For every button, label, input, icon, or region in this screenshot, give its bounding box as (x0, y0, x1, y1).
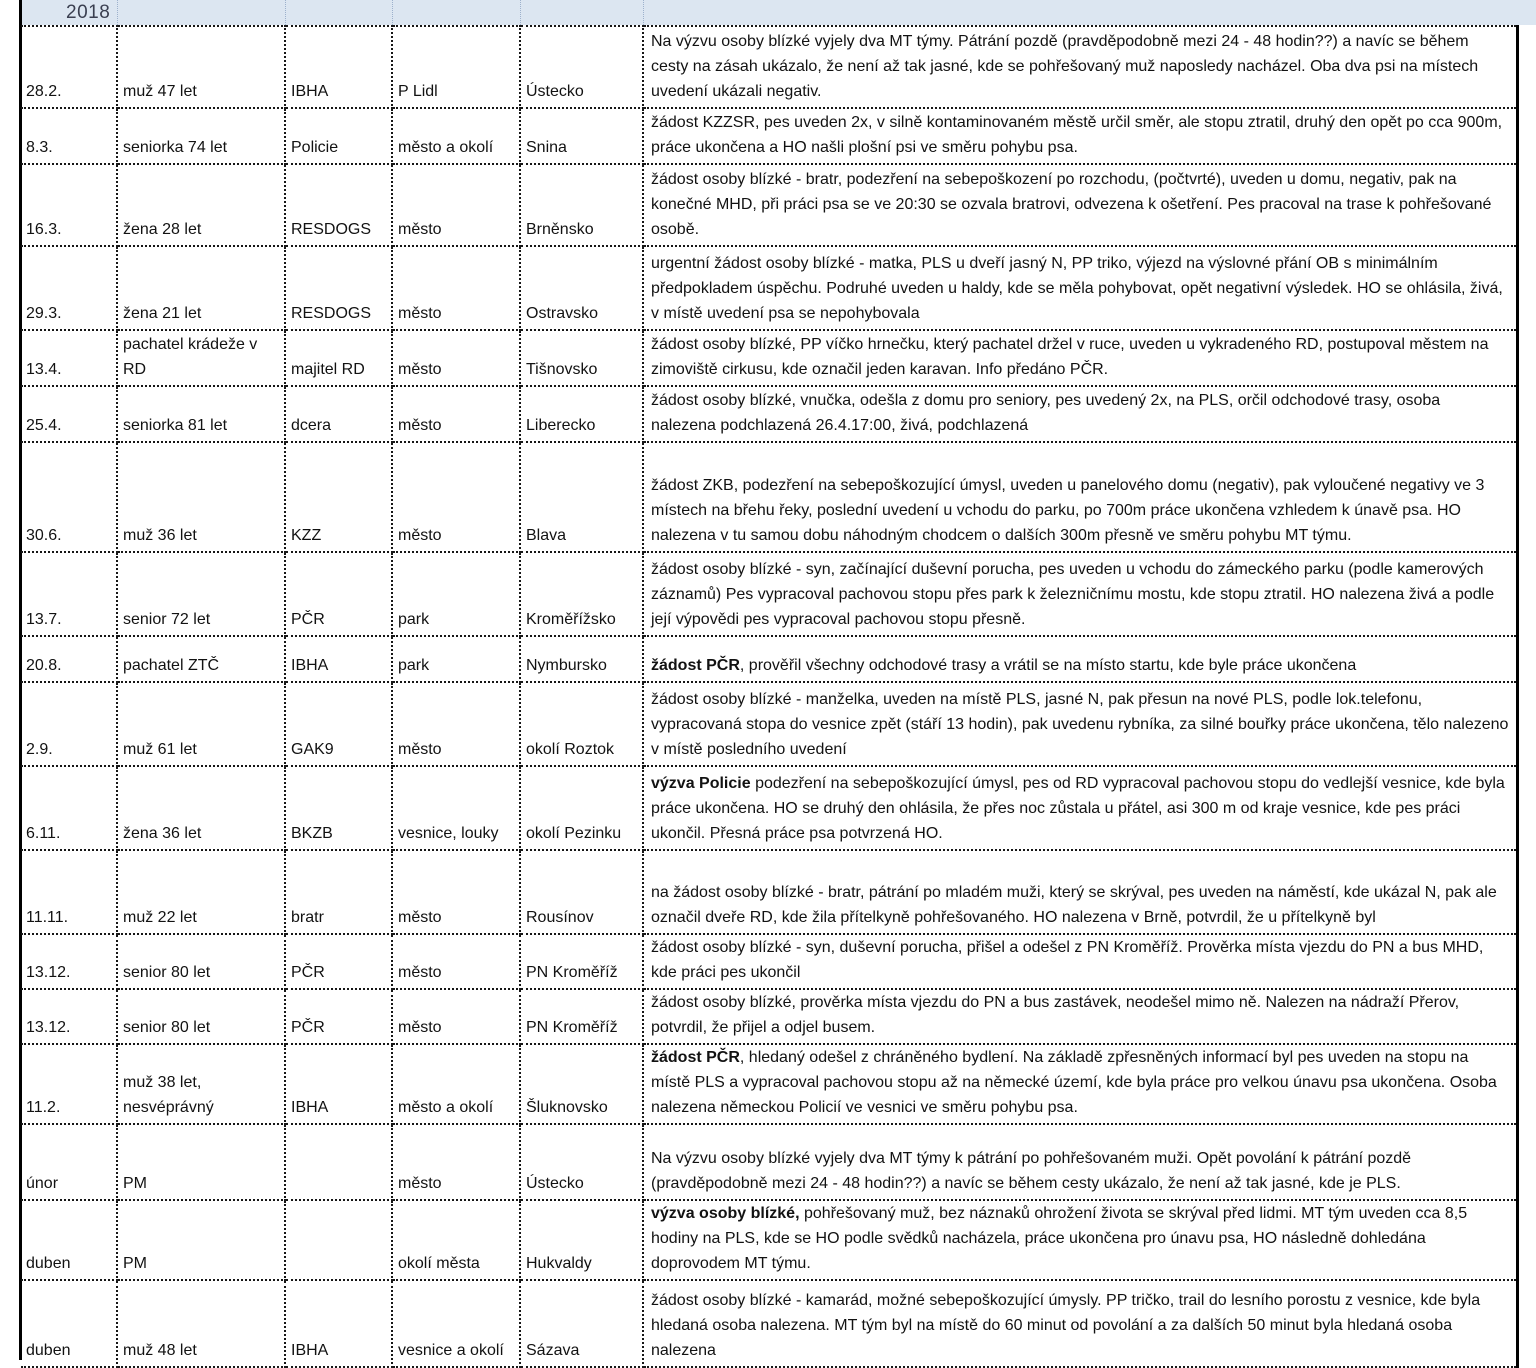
cell-terrain[interactable]: město a okolí (392, 1044, 520, 1124)
cell-requester[interactable]: RESDOGS (285, 246, 392, 330)
desc-text: , prověřil všechny odchodové trasy a vrátil se na místo startu, kde byle práce ukončena (739, 657, 1357, 674)
cell-person[interactable]: seniorka 81 let (117, 386, 285, 442)
cell-requester[interactable]: Policie (285, 108, 392, 164)
cell-requester[interactable]: PČR (285, 934, 392, 989)
cell-person[interactable]: muž 22 let (117, 850, 285, 934)
cell-terrain[interactable]: město (392, 1124, 520, 1200)
cell-description[interactable] (643, 164, 1517, 246)
cell-terrain[interactable]: park (392, 552, 520, 636)
desc-lead: výzva Policie (651, 775, 751, 792)
cell-description[interactable] (643, 1124, 1517, 1200)
desc-text: žádost osoby blízké - kamarád, možné sebepoškozující úmysly. PP tričko, trail do lesního porostu z vesnice, kde byla hledaná osoba nalezena. MT tým byl na místě do 60 minut od povolání a za dalších 50 minut byla hledaná osoba nalezena (651, 1292, 1481, 1359)
desc-text: žádost osoby blízké, vnučka, odešla z domu pro seniory, pes uvedený 2x, na PLS, orčil odchodové trasy, osoba nalezena podchlazená 26.4.17:00, živá, podchlazená (651, 392, 1441, 434)
cell-person[interactable]: PM (117, 1200, 285, 1280)
year-label: 2018 (66, 1, 111, 23)
cell-region[interactable]: Blava (520, 442, 643, 552)
cases-table (21, 25, 1519, 1368)
cell-description[interactable] (643, 26, 1517, 108)
cell-date[interactable]: 29.3. (21, 246, 117, 330)
cell-description[interactable] (643, 386, 1517, 442)
cell-requester[interactable]: IBHA (285, 1280, 392, 1367)
cell-person[interactable]: PM (117, 1124, 285, 1200)
cell-date[interactable]: 13.4. (21, 330, 117, 386)
cell-description[interactable] (643, 989, 1517, 1044)
desc-text: žádost osoby blízké, prověrka místa vjezdu do PN a bus zastávek, neodešel mimo ně. Nalezen na nádraží Přerov, potvrdil, že přijel a odjel busem. (651, 994, 1460, 1036)
cell-requester[interactable]: KZZ (285, 442, 392, 552)
cell-date[interactable]: 13.12. (21, 989, 117, 1044)
cell-date[interactable]: 20.8. (21, 636, 117, 682)
cell-date[interactable]: 6.11. (21, 766, 117, 850)
cell-person[interactable]: senior 80 let (117, 989, 285, 1044)
cell-description[interactable] (643, 1200, 1517, 1280)
cell-terrain[interactable]: město (392, 442, 520, 552)
table-row (21, 934, 1517, 989)
cell-region[interactable]: Ústecko (520, 26, 643, 108)
cell-description[interactable] (643, 636, 1517, 682)
cell-date[interactable]: 13.12. (21, 934, 117, 989)
desc-lead: žádost PČR (651, 657, 740, 674)
cell-requester[interactable] (285, 1124, 392, 1200)
table-row (21, 766, 1517, 850)
cell-region[interactable]: Rousínov (520, 850, 643, 934)
cell-requester[interactable]: BKZB (285, 766, 392, 850)
cell-region[interactable]: Nymbursko (520, 636, 643, 682)
cell-terrain[interactable]: vesnice, louky (392, 766, 520, 850)
cell-description[interactable] (643, 442, 1517, 552)
cell-region[interactable]: Sázava (520, 1280, 643, 1367)
cell-person[interactable]: seniorka 74 let (117, 108, 285, 164)
desc-text: urgentní žádost osoby blízké - matka, PLS u dveří jasný N, PP triko, výjezd na výslovné přání OB s minimálním předpokladem úspěchu. Podruhé uveden u haldy, kde se měla pohybovat, opět negativní výsledek. HO se ohlásila, živá, v místě uvedení psa se nepohybovala (651, 255, 1503, 322)
desc-lead: výzva osoby blízké, (651, 1205, 800, 1222)
cell-description[interactable] (643, 552, 1517, 636)
cell-person[interactable]: pachatel krádeže v RD (117, 330, 285, 386)
cell-person[interactable]: muž 61 let (117, 682, 285, 766)
table-row (21, 1044, 1517, 1124)
desc-text: žádost osoby blízké - syn, začínající duševní porucha, pes uveden u vchodu do zámeckého parku (podle kamerových záznamů) Pes vypracoval pachovou stopu přes park k železničnímu mostu, kde stopu ztratil. HO nalezena živá a podle její výpovědi pes vypracoval pachovou stopu přesně. (651, 561, 1495, 628)
cell-date[interactable]: 8.3. (21, 108, 117, 164)
desc-text: žádost KZZSR, pes uveden 2x, v silně kontaminovaném městě určil směr, ale stopu ztratil, druhý den opět po cca 900m, práce ukončena a HO našli plošní psi ve směru pohybu psa. (651, 114, 1503, 156)
cell-date[interactable]: únor (21, 1124, 117, 1200)
cell-description[interactable] (643, 330, 1517, 386)
cell-terrain[interactable]: město (392, 989, 520, 1044)
table-row (21, 330, 1517, 386)
desc-text: žádost osoby blízké - bratr, podezření na sebepoškození po rozchodu, (počtvrté), uveden u domu, negativ, pak na konečné MHD, při práci psa se ve 20:30 se ozvala bratrovi, odvezena k ošetření. Pes pracoval na trase k pohřešované osobě. (651, 171, 1492, 238)
table-row (21, 682, 1517, 766)
desc-text: žádost osoby blízké - syn, duševní porucha, přišel a odešel z PN Kroměříž. Prověrka místa vjezdu do PN a bus MHD, kde práci pes ukončil (651, 939, 1484, 981)
table-row (21, 1280, 1517, 1367)
desc-text: podezření na sebepoškozující úmysl, pes od RD vypracoval pachovou stopu do vedlejší vesnice, kde byla práce ukončena. HO se druhý den ohlásila, že přes noc zůstala u přátel, asi 300 m od kraje vesnice, kde pes práci ukončil. Přesná práce psa potvrzená HO. (651, 775, 1505, 842)
cell-terrain[interactable]: město (392, 682, 520, 766)
cell-date[interactable]: duben (21, 1280, 117, 1367)
cell-region[interactable]: Hukvaldy (520, 1200, 643, 1280)
cell-description[interactable] (643, 682, 1517, 766)
cell-terrain[interactable]: město (392, 386, 520, 442)
cell-person[interactable]: muž 47 let (117, 26, 285, 108)
table-row (21, 386, 1517, 442)
cell-terrain[interactable]: okolí města (392, 1200, 520, 1280)
desc-text: , hledaný odešel z chráněného bydlení. Na základě zpřesněných informací byl pes uveden na stopu na místě PLS a vypracoval pachovou stopu až na německé území, kde byla práce pro velkou únavu psa ukončena. Osoba nalezena německou Policií ve vesnici ve směru pohybu psa. (651, 1049, 1497, 1116)
desc-text: Na výzvu osoby blízké vyjely dva MT týmy. Pátrání pozdě (pravděpodobně mezi 24 - 48 hodin??) a navíc se během cesty na zásah ukázalo, že není až tak jasné, kde se pohřešovaný muž naposledy nacházel. Oba dva psi na místech uvedení ukázali negativ. (651, 33, 1479, 100)
cell-description[interactable] (643, 246, 1517, 330)
table-row (21, 164, 1517, 246)
year-band-divider (117, 0, 118, 25)
cell-description[interactable] (643, 1280, 1517, 1367)
cell-region[interactable]: PN Kroměříž (520, 989, 643, 1044)
cell-requester[interactable] (285, 1200, 392, 1280)
table-row (21, 989, 1517, 1044)
cell-person[interactable]: žena 28 let (117, 164, 285, 246)
cell-description[interactable] (643, 108, 1517, 164)
cell-date[interactable]: 13.7. (21, 552, 117, 636)
desc-lead: žádost PČR (651, 1049, 740, 1066)
cell-date[interactable]: 2.9. (21, 682, 117, 766)
cell-region[interactable]: okolí Roztok (520, 682, 643, 766)
cell-terrain[interactable]: park (392, 636, 520, 682)
cell-date[interactable]: 25.4. (21, 386, 117, 442)
year-banner (22, 0, 1536, 25)
year-band-divider (285, 0, 286, 25)
cell-date[interactable]: 30.6. (21, 442, 117, 552)
cell-region[interactable]: Kroměřížsko (520, 552, 643, 636)
cell-terrain[interactable]: vesnice a okolí (392, 1280, 520, 1367)
cell-requester[interactable]: GAK9 (285, 682, 392, 766)
desc-text: Na výzvu osoby blízké vyjely dva MT týmy k pátrání po pohřešovaném muži. Opět povolání k pátrání pozdě (pravděpodobně mezi 24 - 48 hodin??) a navíc se během cesty ukázalo, že není až tak jasné, kde je PLS. (651, 1150, 1412, 1192)
year-band-divider (392, 0, 393, 25)
cell-requester[interactable]: bratr (285, 850, 392, 934)
cell-region[interactable]: okolí Pezinku (520, 766, 643, 850)
table-row (21, 552, 1517, 636)
cell-region[interactable]: Ústecko (520, 1124, 643, 1200)
cell-requester[interactable]: majitel RD (285, 330, 392, 386)
cell-description[interactable] (643, 850, 1517, 934)
cell-terrain[interactable]: město (392, 850, 520, 934)
cell-region[interactable]: Snina (520, 108, 643, 164)
cell-date[interactable]: 11.2. (21, 1044, 117, 1124)
cell-terrain[interactable]: město (392, 934, 520, 989)
table-row (21, 1200, 1517, 1280)
desc-text: žádost ZKB, podezření na sebepoškozující úmysl, uveden u panelového domu (negativ), pak vyloučené negativy ve 3 místech na břehu řeky, poslední uvedení u vchodu do parku, po 700m práce ukončena vzhledem k únavě psa. HO nalezena v tu samou dobu náhodným chodcem o dalších 300m přesně ve směru pohybu MT týmu. (651, 477, 1485, 544)
cell-person[interactable]: žena 36 let (117, 766, 285, 850)
cell-requester[interactable]: PČR (285, 989, 392, 1044)
cell-description[interactable] (643, 766, 1517, 850)
cell-person[interactable]: senior 80 let (117, 934, 285, 989)
cell-requester[interactable]: dcera (285, 386, 392, 442)
cell-person[interactable]: muž 48 let (117, 1280, 285, 1367)
desc-text: žádost osoby blízké - manželka, uveden na místě PLS, jasné N, pak přesun na nové PLS, podle lok.telefonu, vypracovaná stopa do vesnice zpět (stáří 13 hodin), pak uvedenu rybníka, za silné bouřky práce ukončena, tělo nalezeno v místě posledního uvedení (651, 691, 1509, 758)
cell-person[interactable]: pachatel ZTČ (117, 636, 285, 682)
cell-region[interactable]: Tišnovsko (520, 330, 643, 386)
cell-person[interactable]: muž 38 let, nesvéprávný (117, 1044, 285, 1124)
cell-description[interactable] (643, 1044, 1517, 1124)
cell-region[interactable]: PN Kroměříž (520, 934, 643, 989)
cell-region[interactable]: Liberecko (520, 386, 643, 442)
cell-requester[interactable]: IBHA (285, 26, 392, 108)
table-row (21, 636, 1517, 682)
cell-terrain[interactable]: město (392, 246, 520, 330)
cell-description[interactable] (643, 934, 1517, 989)
cell-region[interactable]: Brněnsko (520, 164, 643, 246)
desc-text: pohřešovaný muž, bez náznaků ohrožení života se skrýval před lidmi. MT tým uveden cca 8,5 hodiny na PLS, kde se HO podle svědků nacházela, práce ukončena pro únavu psa, HO následně dohledána doprovodem MT týmu. (651, 1205, 1468, 1272)
table-row (21, 108, 1517, 164)
cell-terrain[interactable]: město (392, 330, 520, 386)
table-row (21, 246, 1517, 330)
table-row (21, 1124, 1517, 1200)
cell-requester[interactable]: PČR (285, 552, 392, 636)
cell-date[interactable]: 16.3. (21, 164, 117, 246)
cell-requester[interactable]: IBHA (285, 1044, 392, 1124)
table-row (21, 850, 1517, 934)
cell-requester[interactable]: RESDOGS (285, 164, 392, 246)
cell-region[interactable]: Ostravsko (520, 246, 643, 330)
cell-region[interactable]: Šluknovsko (520, 1044, 643, 1124)
desc-text: na žádost osoby blízké - bratr, pátrání po mladém muži, který se skrýval, pes uveden na náměstí, kde ukázal N, pak ale označil dveře RD, kde žila přítelkyně pohřešovaného. HO nalezena v Brně, potvrdil, že u přítelkyně byl (651, 884, 1497, 926)
cell-requester[interactable]: IBHA (285, 636, 392, 682)
cell-date[interactable]: duben (21, 1200, 117, 1280)
cell-terrain[interactable]: město (392, 164, 520, 246)
cases-table-body (21, 26, 1517, 1367)
cell-terrain[interactable]: P Lidl (392, 26, 520, 108)
cell-person[interactable]: muž 36 let (117, 442, 285, 552)
cell-person[interactable]: žena 21 let (117, 246, 285, 330)
cell-date[interactable]: 11.11. (21, 850, 117, 934)
table-row (21, 26, 1517, 108)
cell-person[interactable]: senior 72 let (117, 552, 285, 636)
cell-date[interactable]: 28.2. (21, 26, 117, 108)
year-band-divider (643, 0, 644, 25)
cell-terrain[interactable]: město a okolí (392, 108, 520, 164)
desc-text: žádost osoby blízké, PP víčko hrnečku, který pachatel držel v ruce, uveden u vykradeného RD, postupoval městem na zimoviště cirkusu, kde označil jeden karavan. Info předáno PČR. (651, 336, 1489, 378)
table-row (21, 442, 1517, 552)
year-band-divider (520, 0, 521, 25)
